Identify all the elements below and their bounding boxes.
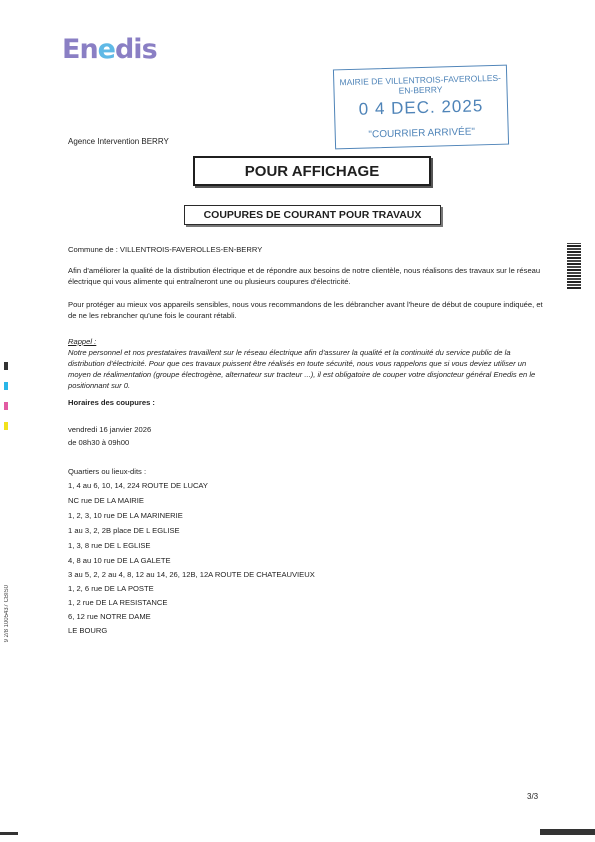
scan-edge-right bbox=[540, 829, 595, 835]
location-item: 3 au 5, 2, 2 au 4, 8, 12 au 14, 26, 12B, 12A ROUTE DE CHATEAUVIEUX bbox=[68, 570, 315, 579]
commune-line: Commune de : VILLENTROIS-FAVEROLLES-EN-BERRY bbox=[68, 245, 263, 254]
location-item: 6, 12 rue NOTRE DAME bbox=[68, 612, 151, 621]
location-item: 4, 8 au 10 rue DE LA GALETE bbox=[68, 556, 171, 565]
datamatrix-code bbox=[567, 243, 581, 289]
agence-label: Agence Intervention BERRY bbox=[68, 137, 169, 146]
reception-stamp bbox=[333, 65, 509, 150]
coupure-date: vendredi 16 janvier 2026 bbox=[68, 425, 152, 434]
rappel-label: Rappel : bbox=[68, 337, 97, 346]
location-item: 1, 4 au 6, 10, 14, 224 ROUTE DE LUCAY bbox=[68, 481, 208, 490]
location-item: 1, 3, 8 rue DE L EGLISE bbox=[68, 541, 151, 550]
stamp-courrier: "COURRIER ARRIVÉE" bbox=[368, 126, 476, 141]
scan-edge-left bbox=[0, 832, 18, 835]
page-number: 3/3 bbox=[527, 792, 539, 801]
print-mark-yellow bbox=[4, 422, 8, 430]
stamp-mairie: MAIRIE DE VILLENTROIS-FAVEROLLES-EN-BERRY bbox=[339, 72, 502, 96]
page-title: POUR AFFICHAGE bbox=[193, 156, 431, 186]
location-item: LE BOURG bbox=[68, 626, 108, 635]
location-item: 1, 2, 6 rue DE LA POSTE bbox=[68, 584, 154, 593]
location-item: 1 au 3, 2, 2B place DE L EGLISE bbox=[68, 526, 180, 535]
location-item: 1, 2, 3, 10 rue DE LA MARINERIE bbox=[68, 511, 183, 520]
location-item: 1, 2 rue DE LA RESISTANCE bbox=[68, 598, 168, 607]
rappel-text: Notre personnel et nos prestataires travaillent sur le réseau électrique afin d'assurer la qualité et la continuité du service public de la distribution d'électricité. Pour que ces travaux puissent être réalisés en toute sécurité, nous vous rappelons que si vous deviez utiliser un moyen de réalimentation (groupe électrogène, alternateur sur tracteur ...), il est obligatoire de couper votre disjoncteur général Enedis en le positionnant sur 0. bbox=[68, 348, 536, 390]
coupure-time: de 08h30 à 09h00 bbox=[68, 438, 130, 447]
side-print-code: 9 2/8 1005437 CBIS0 bbox=[4, 585, 10, 643]
horaires-label: Horaires des coupures : bbox=[68, 398, 155, 407]
print-mark-cyan bbox=[4, 382, 8, 390]
print-mark-black bbox=[4, 362, 8, 370]
advice-paragraph: Pour protéger au mieux vos appareils sensibles, nous vous recommandons de les débrancher avant l'heure de début de coupure indiquée, et de ne les rebrancher qu'une fois le courant rétabli. bbox=[68, 300, 543, 320]
stamp-date: 0 4 DEC. 2025 bbox=[358, 96, 484, 119]
quartiers-label: Quartiers ou lieux-dits : bbox=[68, 467, 147, 476]
location-item: NC rue DE LA MAIRIE bbox=[68, 496, 144, 505]
print-mark-magenta bbox=[4, 402, 8, 410]
page-subtitle: COUPURES DE COURANT POUR TRAVAUX bbox=[184, 205, 441, 225]
intro-paragraph: Afin d'améliorer la qualité de la distribution électrique et de répondre aux besoins de notre clientèle, nous réalisons des travaux sur le réseau électrique qui vous alimente qui entraîneront une ou plusieurs coupures d'électricité. bbox=[68, 266, 541, 286]
enedis-logo: Enedis bbox=[62, 34, 157, 65]
